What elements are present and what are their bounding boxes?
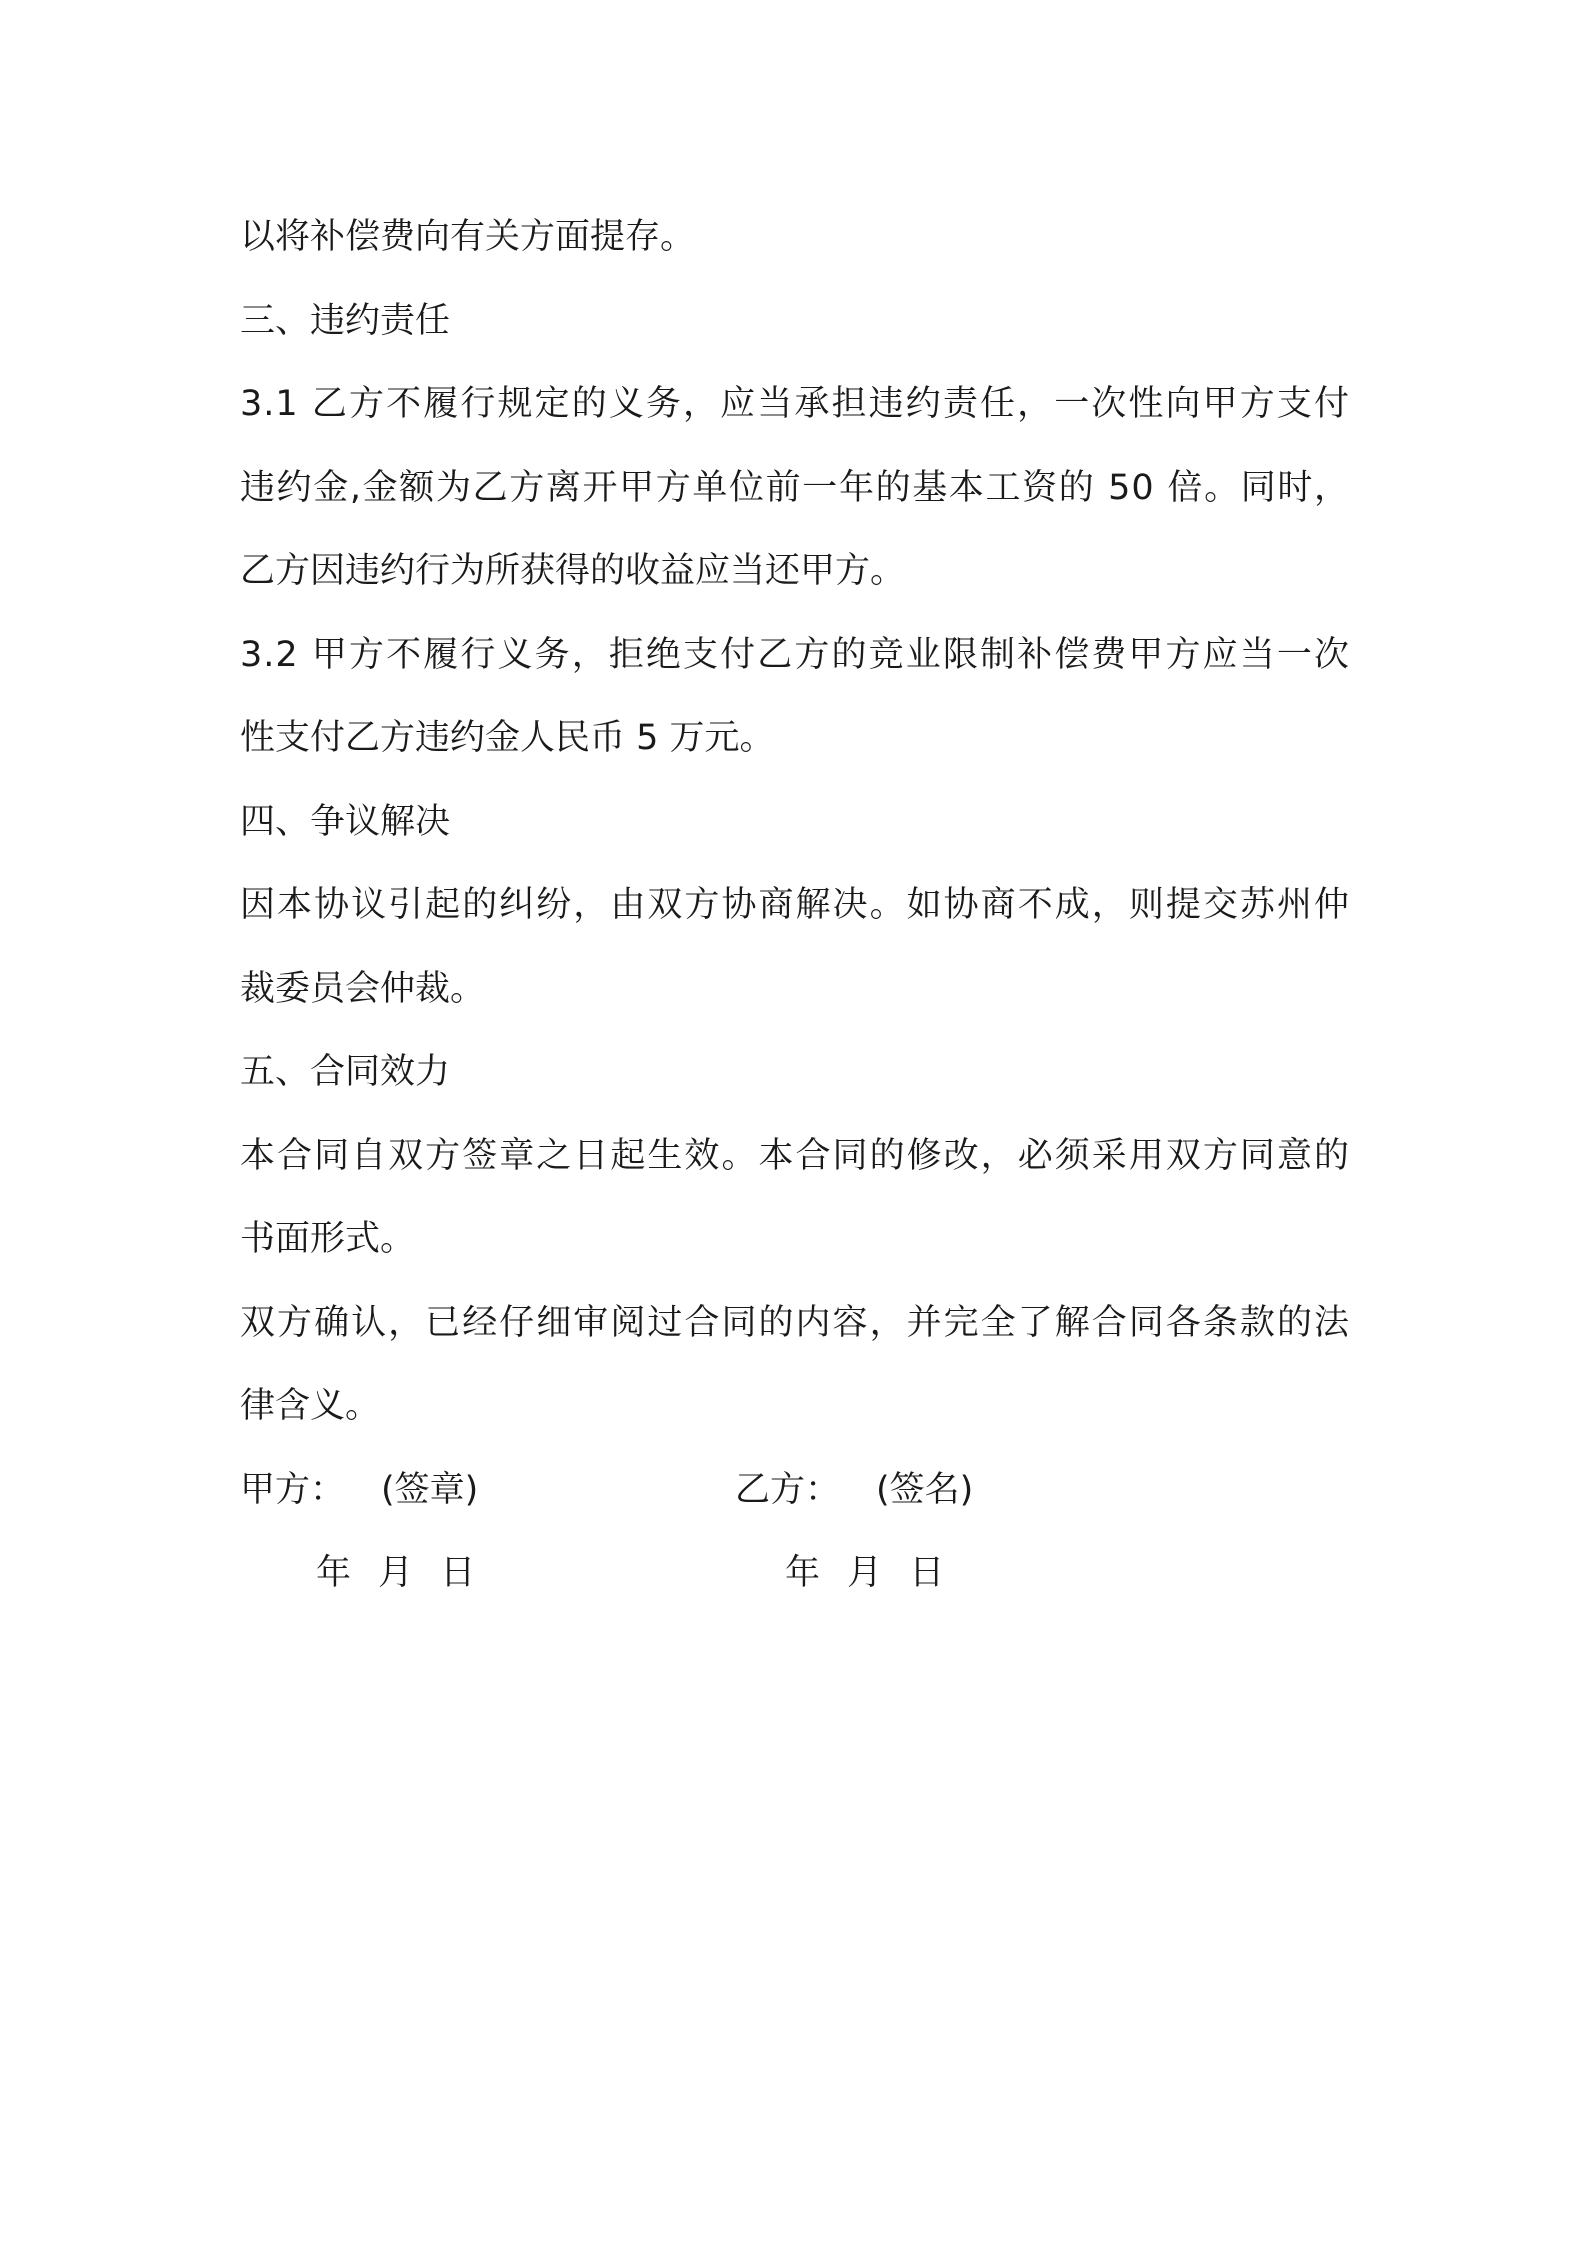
document-body <box>240 196 1350 1616</box>
party-b-date: 年 月 日 <box>785 1553 953 1593</box>
paragraph-line: 因本协议引起的纠纷，由双方协商解决。如协商不成，则提交苏州仲 <box>240 885 1350 925</box>
party-a-signature <box>240 1449 478 1533</box>
paragraph-line: 性支付乙方违约金人民币 5 万元。 <box>240 718 775 758</box>
party-a-label: 甲方： <box>240 1469 346 1510</box>
paragraph-line: 乙方因违约行为所获得的收益应当还甲方。 <box>240 551 906 591</box>
paragraph-line: 律含义。 <box>240 1386 381 1426</box>
party-a-stamp-placeholder: (签章) <box>381 1469 479 1510</box>
paragraph-line: 3.1 乙方不履行规定的义务，应当承担违约责任，一次性向甲方支付 <box>240 384 1350 424</box>
section-heading: 五、合同效力 <box>240 1052 451 1092</box>
paragraph-line: 本合同自双方签章之日起生效。本合同的修改，必须采用双方同意的 <box>240 1135 1350 1176</box>
party-b-sign-placeholder: (签名) <box>876 1469 974 1510</box>
paragraph-line: 双方确认，已经仔细审阅过合同的内容，并完全了解合同各条款的法 <box>240 1302 1350 1343</box>
paragraph-line: 以将补偿费向有关方面提存。 <box>240 217 696 257</box>
paragraph-line: 书面形式。 <box>240 1219 416 1259</box>
party-a-date: 年 月 日 <box>316 1553 484 1593</box>
party-b-label: 乙方： <box>735 1469 841 1510</box>
paragraph-line: 3.2 甲方不履行义务，拒绝支付乙方的竞业限制补偿费甲方应当一次 <box>240 634 1350 675</box>
date-row <box>240 1532 1350 1616</box>
signature-row <box>240 1449 1350 1533</box>
party-b-signature <box>735 1449 973 1533</box>
section-heading: 四、争议解决 <box>240 801 451 842</box>
section-heading: 三、违约责任 <box>240 300 451 341</box>
paragraph-line: 裁委员会仲裁。 <box>240 968 486 1009</box>
paragraph-line: 违约金,金额为乙方离开甲方单位前一年的基本工资的 50 倍。同时， <box>240 467 1350 508</box>
